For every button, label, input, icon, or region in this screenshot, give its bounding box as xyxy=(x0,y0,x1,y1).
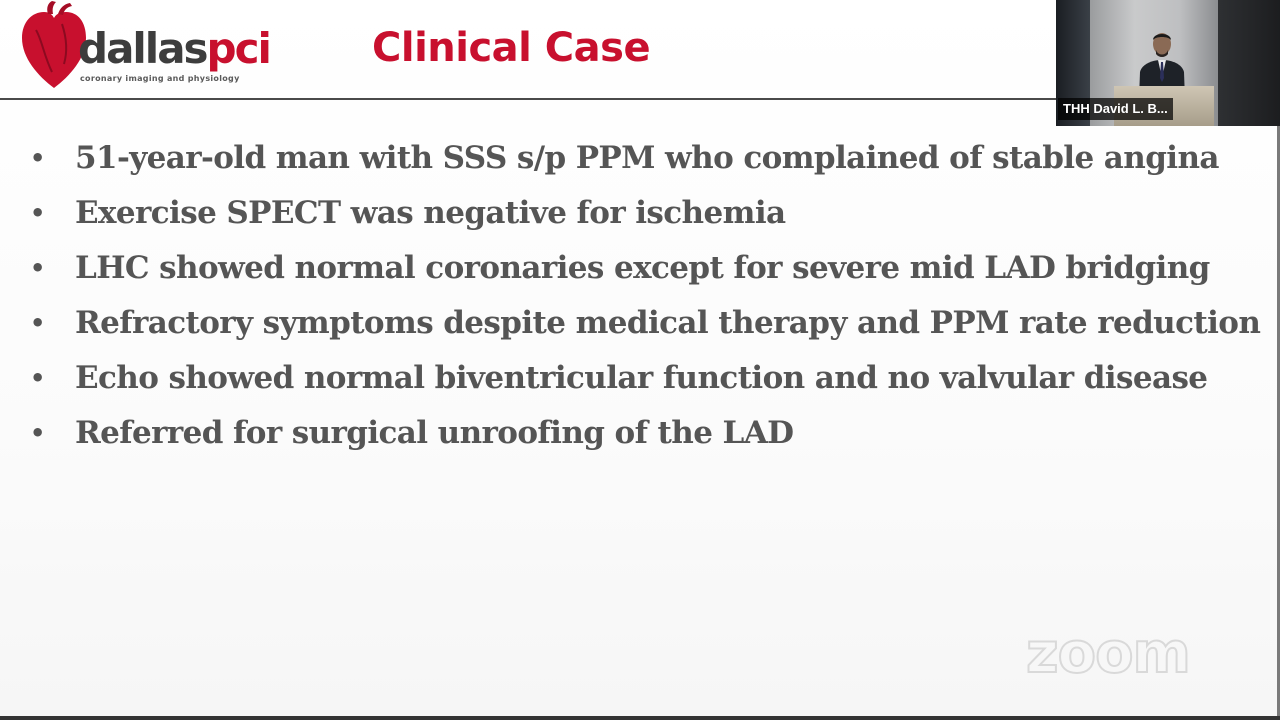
list-item xyxy=(30,358,1250,413)
zoom-watermark: zoom xyxy=(1026,621,1190,686)
list-item xyxy=(30,413,1250,468)
bullet-marker: • xyxy=(30,364,45,392)
list-item xyxy=(30,248,1250,303)
list-item xyxy=(30,193,1250,248)
list-item xyxy=(30,138,1250,193)
bullet-text: 51-year-old man with SSS s/p PPM who complained of stable angina xyxy=(75,140,1219,176)
bullet-text: Exercise SPECT was negative for ischemia xyxy=(75,195,786,231)
bullet-text: LHC showed normal coronaries except for severe mid LAD bridging xyxy=(75,250,1210,286)
bullet-marker: • xyxy=(30,254,45,282)
bullet-marker: • xyxy=(30,144,45,172)
bullet-text: Echo showed normal biventricular function and no valvular disease xyxy=(75,360,1208,396)
participant-video-tile[interactable] xyxy=(1056,0,1280,126)
bullet-text: Referred for surgical unroofing of the LAD xyxy=(75,415,794,451)
bullet-text: Refractory symptoms despite medical therapy and PPM rate reduction xyxy=(75,305,1261,341)
logo-word-dallas: dallas xyxy=(78,24,207,73)
list-item xyxy=(30,303,1261,358)
logo-wordmark xyxy=(78,24,270,73)
logo-tagline: coronary imaging and physiology xyxy=(80,74,240,83)
bullet-list xyxy=(30,138,1261,468)
bullet-marker: • xyxy=(30,199,45,227)
bullet-marker: • xyxy=(30,309,45,337)
video-background-right xyxy=(1218,0,1280,126)
dallaspci-logo xyxy=(18,0,298,94)
logo-word-pci: pci xyxy=(206,24,270,73)
participant-name-label: THH David L. B... xyxy=(1058,98,1173,120)
bullet-marker: • xyxy=(30,419,45,447)
window-edge-bottom xyxy=(0,716,1280,720)
slide-title: Clinical Case xyxy=(372,25,651,71)
